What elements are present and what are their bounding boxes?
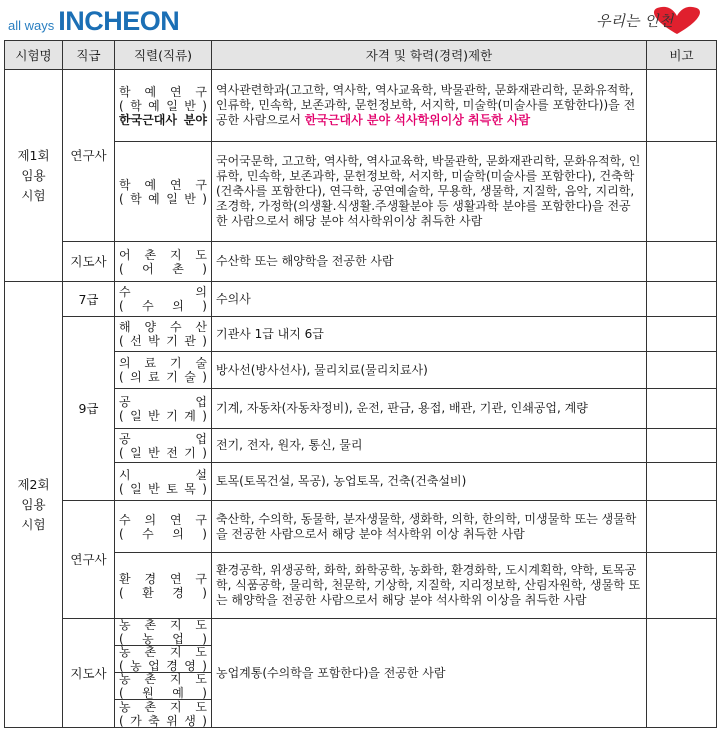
note-cell: [647, 282, 717, 317]
category-cell: 수 의 ( 수 의 ): [115, 282, 212, 317]
category-cell: 시 설 ( 일 반 토 목 ): [115, 463, 212, 501]
farm-category-agriculture: 농 촌 지 도 ( 농 업 ): [115, 619, 211, 646]
farm-category-horticulture: 농 촌 지 도 ( 원 예 ): [115, 673, 211, 700]
requirement-cell: 축산학, 수의학, 동물학, 분자생물학, 생화학, 의학, 한의학, 미생물학 또는 생물학을 전공한 사람으로서 해당 분야 석사학위 이상 취득한 사람: [212, 501, 647, 553]
farm-category-management: 농 촌 지 도 ( 농 업 경 영 ): [115, 646, 211, 673]
table-row: [5, 501, 717, 553]
col-note: 비고: [647, 41, 717, 70]
table-header-row: [5, 41, 717, 70]
category-cell: 공 업 ( 일 반 기 계 ): [115, 389, 212, 429]
requirement-cell: 농업계통(수의학을 포함한다)을 전공한 사람: [212, 619, 647, 728]
category-cell: 학 예 연 구 ( 학 예 일 반 ) 한국근대사 분야: [115, 70, 212, 142]
logo-big-text: INCHEON: [58, 6, 180, 36]
exam2-grade-researcher: 연구사: [63, 501, 115, 619]
note-cell: [647, 429, 717, 463]
requirement-cell: 수산학 또는 해양학을 전공한 사람: [212, 242, 647, 282]
note-cell: [647, 352, 717, 389]
requirement-cell: 기관사 1급 내지 6급: [212, 317, 647, 352]
table-row: [5, 282, 717, 317]
col-requirements: 자격 및 학력(경력)제한: [212, 41, 647, 70]
col-exam-name: 시험명: [5, 41, 63, 70]
slogan-text: 우리는 인천: [596, 12, 674, 30]
note-cell: [647, 619, 717, 728]
note-cell: [647, 317, 717, 352]
farm-category-livestock: 농 촌 지 도 ( 가 축 위 생 ): [119, 699, 207, 728]
highlight-text: 한국근대사 분야 석사학위이상 취득한 사람: [304, 113, 531, 127]
requirement-cell: 방사선(방사선사), 물리치료(물리치료사): [212, 352, 647, 389]
category-cell: 공 업 ( 일 반 전 기 ): [115, 429, 212, 463]
requirement-cell: 수의사: [212, 282, 647, 317]
note-cell: [647, 389, 717, 429]
category-cell: [115, 619, 212, 728]
requirement-cell: 환경공학, 위생공학, 화학, 화학공학, 농화학, 환경화학, 도시계획학, 약학, 토목공학, 식품공학, 물리학, 천문학, 기상학, 지질학, 지리정보학, 산림자원학, 생물학 또는 해양학을 전공한 사람으로서 해당 분야 석사학위 이상을 취득한 사람: [212, 553, 647, 619]
note-cell: [647, 501, 717, 553]
table-row: [5, 70, 717, 142]
category-cell: 해 양 수 산 ( 선 박 기 관 ): [115, 317, 212, 352]
exam1-name: 제1회 임용 시험: [5, 70, 63, 282]
col-category: 직렬(직류): [115, 41, 212, 70]
table-row: [5, 242, 717, 282]
requirement-cell: 기계, 자동차(자동차정비), 운전, 판금, 용접, 배관, 기관, 인쇄공업, 계량: [212, 389, 647, 429]
exam2-grade-instructor: 지도사: [63, 619, 115, 728]
logo-small-text: all ways: [8, 18, 55, 33]
exam2-grade-7: 7급: [63, 282, 115, 317]
slogan-logo: [592, 4, 712, 36]
table-row: [5, 619, 717, 728]
category-cell: 학 예 연 구 ( 학 예 일 반 ): [115, 142, 212, 242]
note-cell: [647, 553, 717, 619]
requirement-cell: 전기, 전자, 원자, 통신, 물리: [212, 429, 647, 463]
category-cell: 환 경 연 구 ( 환 경 ): [115, 553, 212, 619]
requirement-cell: 국어국문학, 고고학, 역사학, 역사교육학, 박물관학, 문화재관리학, 문화유적학, 인류학, 민속학, 보존과학, 문헌정보학, 서지학, 미술학(미술사를 포함한다), 건축학(건축사를 포함한다), 연극학, 공연예술학, 무용학, 생물학, 지질학, 음악, 지리학, 조경학, 가정학(의생활.식생활.주생활분야 등 생활과학 분야를 포함한다)을 전공한 사람으로서 해당 분야 석사학위이상 취득한 사람: [212, 142, 647, 242]
incheon-logo: [8, 6, 179, 36]
note-cell: [647, 142, 717, 242]
note-cell: [647, 70, 717, 142]
exam1-grade-instructor: 지도사: [63, 242, 115, 282]
category-cell: 어 촌 지 도 ( 어 촌 ): [115, 242, 212, 282]
exam1-grade-researcher: 연구사: [63, 70, 115, 242]
requirement-cell: 역사관련학과(고고학, 역사학, 역사교육학, 박물관학, 문화재관리학, 문화유적학, 인류학, 민속학, 보존과학, 문헌정보학, 서지학, 미술학(미술사를 포함한다))을 전공한 사람으로서 한국근대사 분야 석사학위이상 취득한 사람: [212, 70, 647, 142]
note-cell: [647, 242, 717, 282]
category-cell: 수 의 연 구 ( 수 의 ): [115, 501, 212, 553]
exam2-name: 제2회 임용 시험: [5, 282, 63, 728]
qualification-table: [4, 40, 717, 728]
table-row: [5, 317, 717, 352]
col-grade: 직급: [63, 41, 115, 70]
requirement-cell: 토목(토목건설, 목공), 농업토목, 건축(건축설비): [212, 463, 647, 501]
note-cell: [647, 463, 717, 501]
category-cell: 의 료 기 술 ( 의 료 기 술 ): [115, 352, 212, 389]
exam2-grade-9: 9급: [63, 317, 115, 501]
